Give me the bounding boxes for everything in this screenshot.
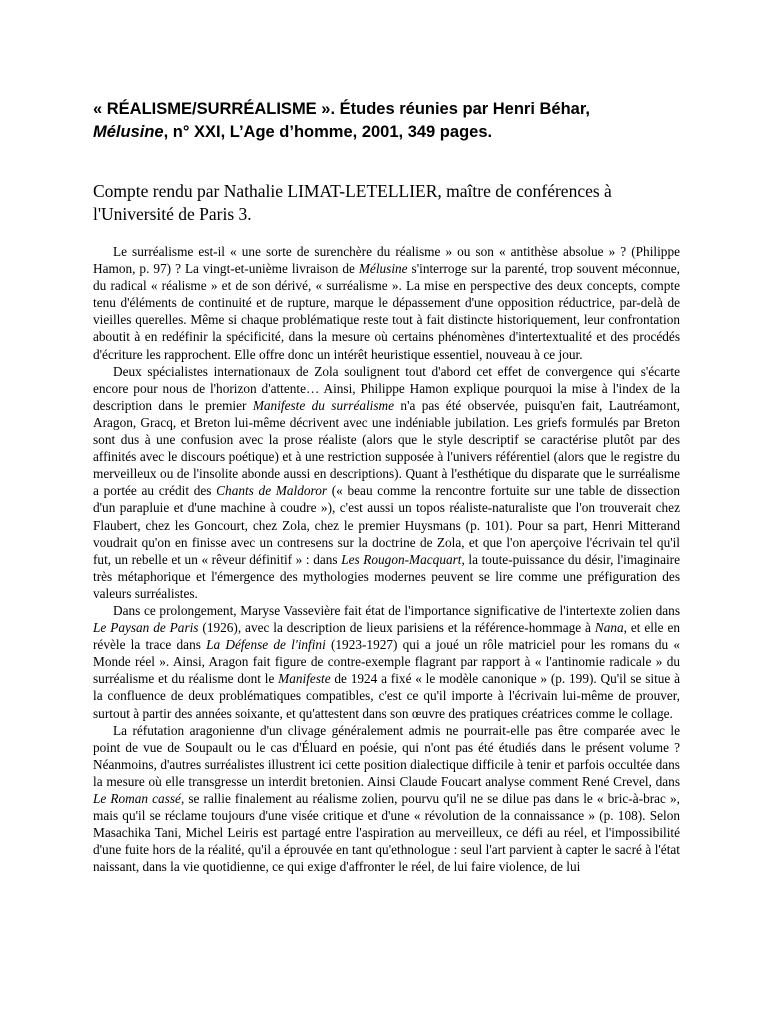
italic-title: La Défense de l'infini — [206, 637, 326, 653]
italic-title: Manifeste — [278, 671, 331, 687]
text-run: , la toute-puissance du désir, l'imaginaire très métaphorique et l'émergence des mythologies modernes peuvent se lire comme une préfiguration des valeurs surréalistes. — [93, 551, 680, 601]
italic-title: Manifeste du surréalisme — [252, 397, 395, 413]
italic-title: Le Roman cassé — [93, 791, 181, 806]
text-run: s'interroge sur la parenté, trop souvent méconnue, du radical « réalisme » et de son dérivé, « surréalisme ». La mise en perspective des deux concepts, compte tenu d'éléments de continuité et de rupture, marque le dépassement d'une opposition réductrice, par-delà de vieilles querelles. Même si chaque problématique reste tout à fait distincte historiquement, leur confrontation aboutit à en redéfinir la spécificité, dans la mesure où certains phénomènes d'intertextualité et des procédés d'écriture les rapprochent. Elle offre donc un intérêt heuristique essentiel, nouveau à ce jour. — [93, 261, 680, 362]
body-paragraph — [93, 602, 680, 722]
text-run: Deux spécialistes internationaux de Zola soulignent tout d'abord cet effet de convergence qui s'écarte encore pour nous de l'horizon d'attente… Ainsi, Philippe Hamon explique pourquoi la mise à l'index de la description dans le premier — [93, 363, 680, 413]
text-run: (1923-1927) qui a joué un rôle matriciel pour les romans du « Monde réel ». Ainsi, Aragon fait figure de contre-exemple flagrant par rapport à « l'antinomie radicale » du surréalisme et du réalisme dont le — [93, 637, 680, 687]
text-run: , se rallie finalement au réalisme zolien, pourvu qu'il ne se dilue pas dans le « bric-à-brac », mais qu'il se réclame toujours d'une visée critique et d'une « révolution de la connaissance » (p. 108). Selon Masachika Tani, Michel Leiris est partagé entre l'aspiration au merveilleux, ce défi au réel, et l'impossibilité d'une fuite hors de la réalité, qu'il a éprouvée en tant qu'ethnologue : seul l'art parvient à capter le sacré à l'état naissant, dans la vie quotidienne, ce qui exige d'affronter le réel, de lui faire violence, de lui — [93, 791, 681, 875]
title-part2: , n° XXI, L’Age d’homme, 2001, 349 pages. — [163, 123, 493, 141]
italic-title: Les Rougon-Macquart — [341, 551, 462, 567]
italic-title: Nana — [594, 620, 624, 636]
text-run: de 1924 a fixé « le modèle canonique » (p. 199). Qu'il se situe à la confluence de deux problématiques compatibles, c'est ce qu'il importe à l'écrivain lui-même de prouver, surtout à partir des années soixante, et qu'attestent dans son œuvre des pratiques créatrices comme le collage. — [93, 671, 680, 721]
body-paragraph — [93, 363, 680, 602]
body-paragraph — [93, 722, 680, 876]
body-paragraph — [93, 243, 680, 363]
italic-title: Chants de Maldoror — [216, 483, 328, 499]
text-run: Dans ce prolongement, Maryse Vassevière fait état de l'importance significative de l'intertexte zolien dans — [113, 602, 680, 618]
journal-name: Mélusine — [93, 123, 164, 141]
text-run: , et elle en révèle la trace dans — [93, 620, 681, 653]
text-run: Le surréalisme est-il « une sorte de surenchère du réalisme » ou son « antithèse absolue » ? (Philippe Hamon, p. 97) ? La vingt-et-unième livraison de — [93, 244, 680, 277]
italic-title: Mélusine — [358, 261, 408, 277]
article-title — [93, 98, 693, 144]
review-byline: Compte rendu par Nathalie LIMAT-LETELLIER, maître de conférences à l'Université de Paris 3. — [93, 181, 612, 224]
italic-title: Le Paysan de Paris — [93, 620, 199, 636]
text-run: (1926), avec la description de lieux parisiens et la référence-hommage à — [198, 620, 595, 636]
text-run: (« beau comme la rencontre fortuite sur une table de dissection d'un parapluie et d'une machine à coudre »), c'est aussi un topos réaliste-naturaliste que l'on trouverait chez Flaubert, chez les Goncourt, chez Zola, chez le premier Huysmans (p. 101). Pour sa part, Henri Mitterand voudrait qu'on en finisse avec un contresens sur la doctrine de Zola, et que l'on aperçoive l'écrivain tel qu'il fut, un rebelle et un « rêveur définitif » : dans — [93, 483, 680, 567]
text-run: n'a pas été observée, puisqu'en fait, Lautréamont, Aragon, Gracq, et Breton lui-même décrivent avec une indéniable jubilation. Les griefs formulés par Breton sont dus à une confusion avec la prose réaliste (alors que le style descriptif se caractérise plutôt par des affinités avec le discours poétique) et à une restriction supposée à l'univers référentiel (alors que le registre du merveilleux ou de l'insolite abonde aussi en descriptions). Quant à l'esthétique du disparate que le surréalisme a portée au crédit des — [93, 397, 680, 499]
text-run: La réfutation aragonienne d'un clivage généralement admis ne pourrait-elle pas être comparée avec le point de vue de Soupault ou le cas d'Éluard en poésie, qui n'ont pas été étudiés dans le présent volume ? Néanmoins, d'autres surréalistes illustrent ici cette position dialectique difficile à tenir et parfois occultée dans la mesure où elle transgresse un interdit bretonien. Ainsi Claude Foucart analyse comment René Crevel, dans — [93, 722, 680, 789]
title-part1: « RÉALISME/SURRÉALISME ». Études réunies par Henri Béhar, — [93, 100, 590, 118]
article-body — [93, 243, 680, 875]
